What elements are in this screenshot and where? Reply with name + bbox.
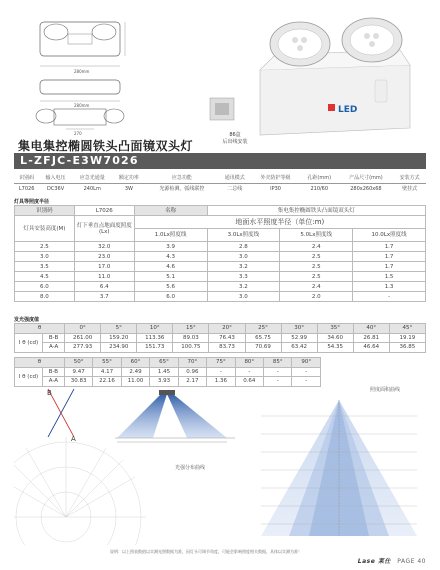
- cell: 6.0: [15, 282, 75, 292]
- bb-row: [15, 367, 321, 377]
- angle-cell: 5°: [101, 324, 137, 334]
- beam-caption: 光强分布曲线: [175, 465, 206, 471]
- cell: 3.2: [207, 282, 280, 292]
- bb-row: [15, 333, 426, 343]
- cell: 11.00: [121, 377, 149, 387]
- spec-header-cell: 通讯模式: [219, 172, 252, 183]
- cell: 2.5: [280, 262, 353, 272]
- cell: 0.96: [178, 367, 206, 377]
- cell: 36.85: [389, 343, 425, 353]
- angle-cell: 25°: [245, 324, 281, 334]
- cell: 0.64: [235, 377, 263, 387]
- caption-line-1: 86盒: [229, 132, 241, 138]
- illum-table: [14, 205, 426, 302]
- theta-label: θ: [15, 358, 65, 368]
- cell: 261.00: [65, 333, 101, 343]
- illum-row: [15, 252, 426, 262]
- angle-cell: 75°: [207, 358, 235, 368]
- spec-value-cell: 240Lm: [83, 185, 101, 192]
- cell: 1.5: [353, 272, 426, 282]
- polar-label-a: A: [71, 435, 76, 443]
- cell: 11.0: [74, 272, 134, 282]
- cell: 52.99: [281, 333, 317, 343]
- cell: 76.43: [209, 333, 245, 343]
- illum-row: [15, 272, 426, 282]
- logo-text: LED: [338, 105, 358, 115]
- height-label: 灯具安装高度(M): [15, 216, 75, 242]
- cell: 5.6: [134, 282, 207, 292]
- spec-header-cell: 外壳防护等级: [251, 172, 300, 183]
- id-label: 识别码: [15, 206, 75, 216]
- spec-header-cell: 输入电压: [39, 172, 72, 183]
- cell: 113.36: [137, 333, 173, 343]
- spec-value-cell: DC36V: [47, 185, 65, 192]
- angle-cell: 80°: [235, 358, 263, 368]
- aa-row: [15, 343, 426, 353]
- cell: -: [353, 292, 426, 302]
- spec-value-cell: 280x260x68: [350, 185, 382, 192]
- spec-value-cell: 210/60: [310, 185, 329, 192]
- radius-title: 地面水平照度半径（单位:m): [134, 216, 425, 229]
- footnote: 说明：以上图表数值以实测光照数据为准，因灯头可调节角度，可能会影响照度相关数据，具体以实测为准！: [110, 549, 302, 554]
- cell: -: [292, 377, 321, 387]
- cell: 2.8: [207, 242, 280, 252]
- spec-value-cell: 二总线: [227, 186, 243, 193]
- angle-cell: 50°: [64, 358, 92, 368]
- cell: 17.0: [74, 262, 134, 272]
- cell: 3.2: [207, 262, 280, 272]
- product-title: 集电集控椭圆铁头凸面镜双头灯: [18, 139, 194, 153]
- angle-cell: 40°: [353, 324, 389, 334]
- spec-header-cell: 产品尺寸(mm): [339, 172, 394, 183]
- cell: 30.83: [64, 377, 92, 387]
- cell: 2.17: [178, 377, 206, 387]
- name-value: 集电集控椭圆铁头凸面镜双头灯: [207, 206, 426, 216]
- cell: 2.5: [280, 252, 353, 262]
- spec-header-cell: 安装方式: [393, 172, 426, 183]
- photo-caption: [215, 132, 255, 146]
- spec-header-cell: 应急功能: [145, 172, 218, 183]
- radius-header: 10.0Lx照度线: [353, 229, 426, 242]
- cell: 19.19: [389, 333, 425, 343]
- intensity-section-label: 发光强度值: [14, 317, 40, 323]
- illuminance-cone: [253, 386, 425, 546]
- cell: 2.49: [121, 367, 149, 377]
- angle-row: [15, 324, 426, 334]
- cell: 3.0: [207, 292, 280, 302]
- cell: 100.75: [173, 343, 209, 353]
- illum-section-label: 灯具等照度半径: [14, 199, 50, 205]
- cell: 159.20: [101, 333, 137, 343]
- page-footer: [358, 556, 426, 565]
- footer-brand: Lase 莱仕: [357, 558, 391, 565]
- intensity-unit: I θ (cd): [15, 333, 43, 352]
- dim-width-text: 280mm: [74, 69, 90, 74]
- cell: 1.7: [353, 262, 426, 272]
- spec-header-cell: 孔距(mm): [300, 172, 339, 183]
- cell: 2.5: [280, 272, 353, 282]
- cell: 26.81: [353, 333, 389, 343]
- cell: 6.0: [134, 292, 207, 302]
- cell: 3.93: [150, 377, 178, 387]
- angle-row: [15, 358, 321, 368]
- angle-cell: 60°: [121, 358, 149, 368]
- cell: 83.73: [209, 343, 245, 353]
- cell: 4.6: [134, 262, 207, 272]
- cell: 1.45: [150, 367, 178, 377]
- angle-cell: 55°: [93, 358, 121, 368]
- product-photo: [200, 10, 420, 140]
- spec-value-cell: IP30: [270, 185, 281, 192]
- aa-label: A-A: [42, 377, 64, 387]
- spec-header-row: [14, 172, 426, 183]
- theta-label: θ: [15, 324, 65, 334]
- intensity-table-2: [14, 357, 321, 387]
- bb-label: B-B: [43, 333, 65, 343]
- cell: 2.0: [280, 292, 353, 302]
- cell: 277.93: [65, 343, 101, 353]
- illum-header-row: [15, 216, 426, 229]
- angle-cell: 30°: [281, 324, 317, 334]
- angle-cell: 0°: [65, 324, 101, 334]
- cell: 1.7: [353, 242, 426, 252]
- angle-cell: 20°: [209, 324, 245, 334]
- cell: 46.64: [353, 343, 389, 353]
- cell: 1.3: [353, 282, 426, 292]
- bb-label: B-B: [42, 367, 64, 377]
- radius-header: 1.0Lx照度线: [134, 229, 207, 242]
- cell: 4.17: [93, 367, 121, 377]
- intensity-unit: I θ (cd): [15, 367, 43, 386]
- radius-header: 5.0Lx照度线: [280, 229, 353, 242]
- cell: -: [235, 367, 263, 377]
- spec-header-cell: 应急光通量: [72, 172, 113, 183]
- cell: 3.7: [74, 292, 134, 302]
- spec-value-cell: L7026: [18, 185, 35, 192]
- cell: 4.3: [134, 252, 207, 262]
- cell: 2.4: [280, 242, 353, 252]
- angle-cell: 35°: [317, 324, 353, 334]
- polar-label-b: B: [47, 389, 52, 397]
- cell: 3.9: [134, 242, 207, 252]
- cell: 1.7: [353, 252, 426, 262]
- cell: 3.0: [207, 252, 280, 262]
- illum-row: [15, 242, 426, 252]
- beam-diagram: [115, 386, 235, 454]
- cell: 3.3: [207, 272, 280, 282]
- angle-cell: 85°: [264, 358, 292, 368]
- cell: 4.5: [15, 272, 75, 282]
- aa-label: A-A: [43, 343, 65, 353]
- spec-value-cell: 光源检测、弧线联控: [159, 186, 205, 193]
- cone-title: 照度面积曲线: [370, 387, 401, 393]
- angle-cell: 15°: [173, 324, 209, 334]
- cell: -: [207, 367, 235, 377]
- illum-row: [15, 262, 426, 272]
- cell: 6.4: [74, 282, 134, 292]
- model-number: L-ZFJC-E3W7026: [20, 154, 139, 167]
- spec-header-cell: 额定功率: [113, 172, 146, 183]
- radius-header: 3.0Lx照度线: [207, 229, 280, 242]
- cell: 70.69: [245, 343, 281, 353]
- angle-cell: 45°: [389, 324, 425, 334]
- cell: 151.73: [137, 343, 173, 353]
- caption-line-2: 后出线安装: [222, 139, 248, 145]
- cell: 22.16: [93, 377, 121, 387]
- model-band: [14, 153, 426, 169]
- cell: 34.60: [317, 333, 353, 343]
- cell: -: [292, 367, 321, 377]
- intensity-table-1: [14, 323, 426, 353]
- cell: -: [264, 367, 292, 377]
- cell: 32.0: [74, 242, 134, 252]
- product-header-area: [0, 0, 440, 150]
- cell: 234.90: [101, 343, 137, 353]
- spec-value-cell: 3W: [124, 185, 133, 192]
- cell: 9.47: [64, 367, 92, 377]
- spec-value-cell: 壁挂式: [402, 186, 418, 193]
- cell: 3.5: [15, 262, 75, 272]
- angle-cell: 65°: [150, 358, 178, 368]
- cell: 3.0: [15, 252, 75, 262]
- illum-row: [15, 292, 426, 302]
- spec-header-cell: 识别码: [14, 172, 39, 183]
- intensity-label: 灯下垂直点地面度照度(Lx): [74, 216, 134, 242]
- dim-height-text: 270: [74, 131, 82, 136]
- page-number: PAGE 40: [397, 558, 426, 565]
- cell: 2.5: [15, 242, 75, 252]
- id-value: L7026: [74, 206, 134, 216]
- dim-bottom-text: 280mm: [74, 103, 90, 108]
- dimension-drawing: [18, 12, 138, 137]
- cell: 65.75: [245, 333, 281, 343]
- angle-cell: 10°: [137, 324, 173, 334]
- angle-cell: 90°: [292, 358, 321, 368]
- cell: 5.1: [134, 272, 207, 282]
- cell: -: [264, 377, 292, 387]
- illum-row: [15, 282, 426, 292]
- illum-id-row: [15, 206, 426, 216]
- cell: 54.35: [317, 343, 353, 353]
- cell: 23.0: [74, 252, 134, 262]
- cell: 2.4: [280, 282, 353, 292]
- cell: 63.42: [281, 343, 317, 353]
- name-label: 名称: [134, 206, 207, 216]
- cell: 1.36: [207, 377, 235, 387]
- cell: 89.03: [173, 333, 209, 343]
- spec-table: [14, 172, 426, 194]
- cell: 8.0: [15, 292, 75, 302]
- spec-value-row: [14, 183, 426, 194]
- angle-cell: 70°: [178, 358, 206, 368]
